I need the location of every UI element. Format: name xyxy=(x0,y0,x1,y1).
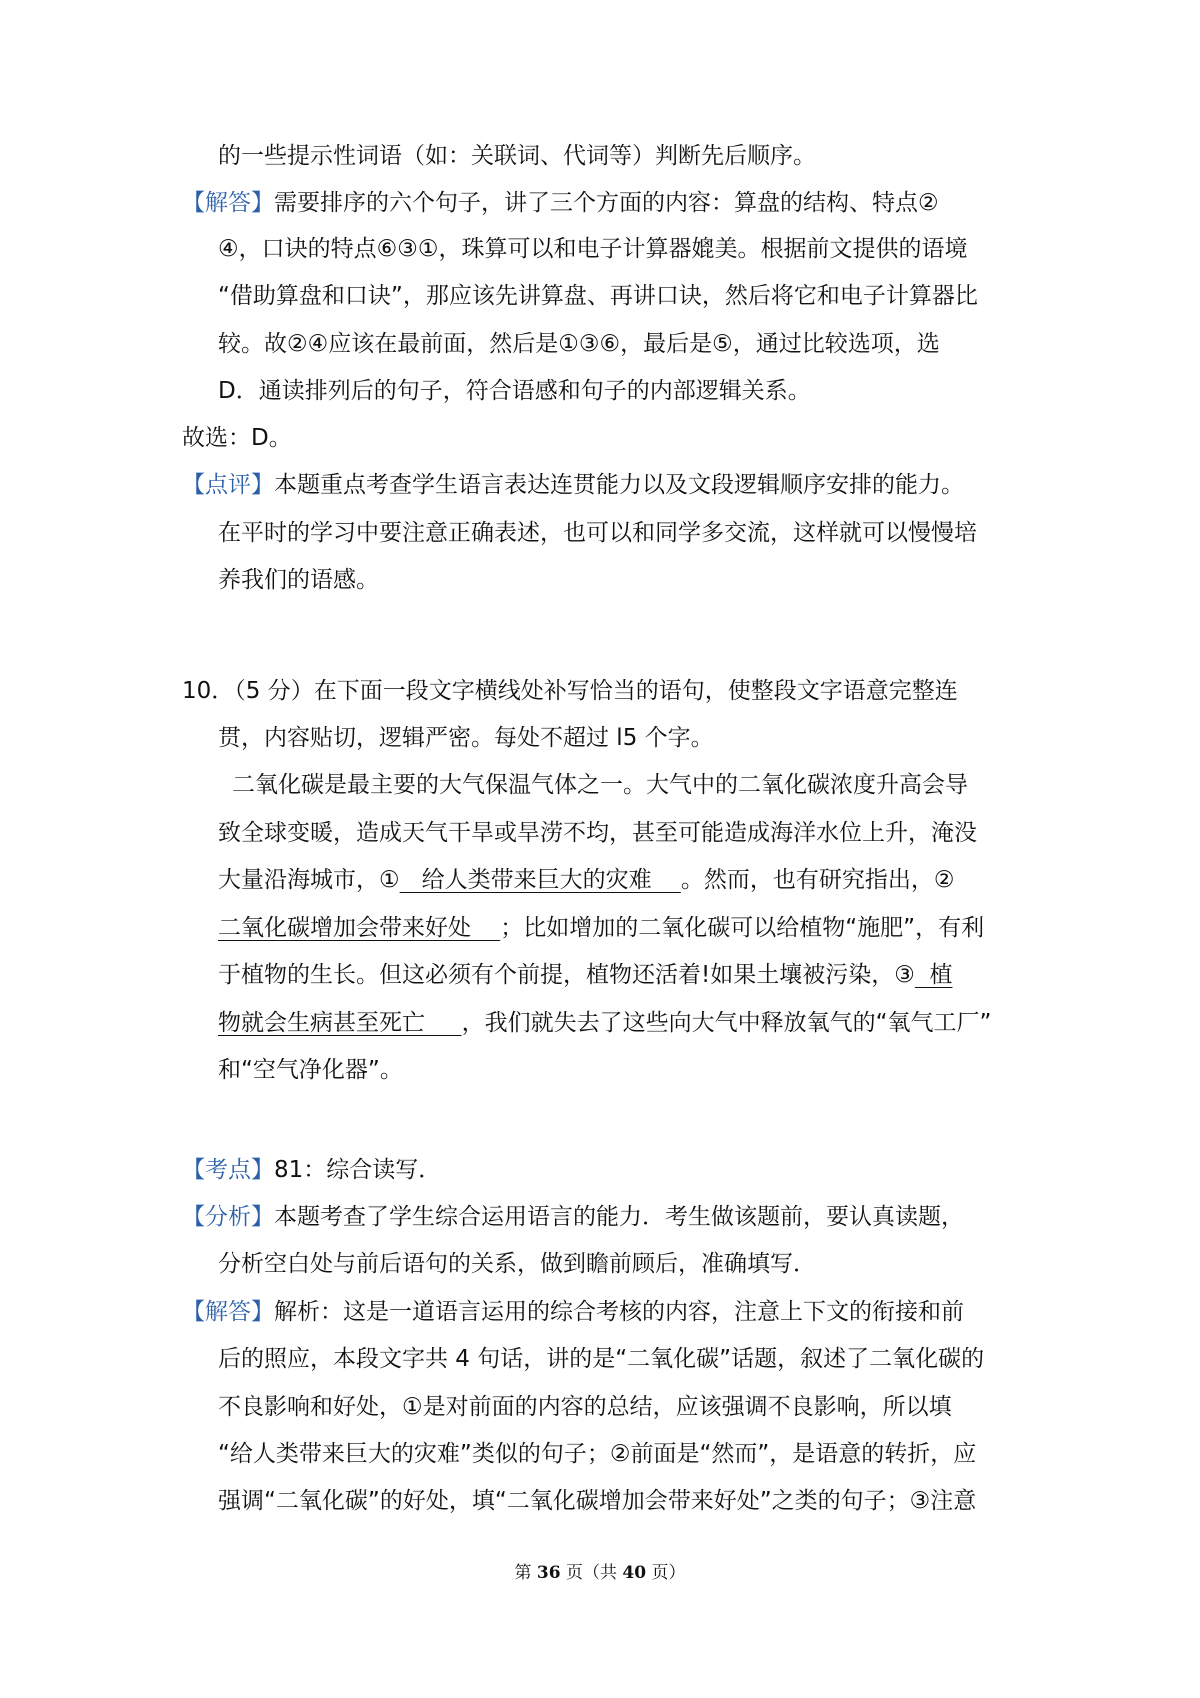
review-line: 养我们的语感。 xyxy=(218,567,379,593)
point-text: 81：综合读写． xyxy=(274,1157,442,1183)
analysis-line xyxy=(182,1202,964,1232)
analysis-text: 本题考查了学生综合运用语言的能力．考生做该题前，要认真读题， xyxy=(274,1204,964,1230)
passage-text: 。然而，也有研究指出，② xyxy=(680,867,955,893)
passage-text: ；比如增加的二氧化碳可以给植物“施肥”，有利 xyxy=(500,915,985,941)
question-stem xyxy=(182,676,958,706)
stem-text: （5 分）在下面一段文字横线处补写恰当的语句，使整段文字语意完整连 xyxy=(234,678,958,704)
passage-line xyxy=(218,1008,991,1038)
passage-line: 和“空气净化器”。 xyxy=(218,1057,403,1083)
answer-line xyxy=(182,188,939,218)
answer-line: ④，口诀的特点⑥③①，珠算可以和电子计算器媲美。根据前文提供的语境 xyxy=(218,236,968,262)
passage-line: 二氧化碳是最主要的大气保温气体之一。大气中的二氧化碳浓度升高会导 xyxy=(232,772,968,798)
solution-tag: 【解答】 xyxy=(182,1299,274,1325)
tip-line: 的一些提示性词语（如：关联词、代词等）判断先后顺序。 xyxy=(218,143,816,169)
review-tag: 【点评】 xyxy=(182,472,274,498)
review-line xyxy=(182,470,964,500)
solution-line xyxy=(182,1297,964,1327)
solution-line: 后的照应，本段文字共 4 句话，讲的是“二氧化碳”话题，叙述了二氧化碳的 xyxy=(218,1346,985,1372)
passage-line xyxy=(218,865,954,895)
choice-line: 故选：D。 xyxy=(182,425,292,451)
footer-mid: 页（共 xyxy=(560,1563,623,1583)
question-number: 10． xyxy=(182,678,235,704)
passage-line xyxy=(218,960,952,990)
passage-line xyxy=(218,913,984,943)
blank-3-start xyxy=(915,962,953,988)
passage-text: 于植物的生长。但这必须有个前提，植物还活着!如果土壤被污染，③ xyxy=(218,962,915,988)
solution-line: “给人类带来巨大的灾难”类似的句子；②前面是“然而”，是语意的转折，应 xyxy=(218,1441,977,1467)
point-line xyxy=(182,1155,441,1185)
stem-line: 贯，内容贴切，逻辑严密。每处不超过 l5 个字。 xyxy=(218,725,714,751)
answer-line: “借助算盘和口诀”，那应该先讲算盘、再讲口诀，然后将它和电子计算器比 xyxy=(218,283,978,309)
page-number: 36 xyxy=(536,1563,561,1583)
footer-suffix: 页） xyxy=(646,1563,686,1583)
solution-line: 强调“二氧化碳”的好处，填“二氧化碳增加会带来好处”之类的句子；③注意 xyxy=(218,1488,977,1514)
answer-line: 较。故②④应该在最前面，然后是①③⑥，最后是⑤，通过比较选项，选 xyxy=(218,331,940,357)
solution-line: 不良影响和好处，①是对前面的内容的总结，应该强调不良影响，所以填 xyxy=(218,1394,952,1420)
passage-line: 致全球变暖，造成天气干旱或旱涝不均，甚至可能造成海洋水位上升，淹没 xyxy=(218,820,977,846)
answer-text: 需要排序的六个句子，讲了三个方面的内容：算盘的结构、特点② xyxy=(274,190,939,216)
analysis-tag: 【分析】 xyxy=(182,1204,274,1230)
answer-tag: 【解答】 xyxy=(182,190,274,216)
review-line: 在平时的学习中要注意正确表述，也可以和同学多交流，这样就可以慢慢培 xyxy=(218,520,977,546)
analysis-line: 分析空白处与前后语句的关系，做到瞻前顾后，准确填写． xyxy=(218,1251,816,1277)
point-tag: 【考点】 xyxy=(182,1157,274,1183)
review-text: 本题重点考查学生语言表达连贯能力以及文段逻辑顺序安排的能力。 xyxy=(274,472,964,498)
blank-3-text: 植 xyxy=(929,962,953,988)
solution-text: 解析：这是一道语言运用的综合考核的内容，注意上下文的衔接和前 xyxy=(274,1299,964,1325)
answer-line: D．通读排列后的句子，符合语感和句子的内部逻辑关系。 xyxy=(218,378,811,404)
page-total: 40 xyxy=(622,1563,647,1583)
footer-prefix: 第 xyxy=(514,1563,537,1583)
blank-2-text: 二氧化碳增加会带来好处 xyxy=(218,915,471,941)
blank-1-text: 给人类带来巨大的灾难 xyxy=(421,867,652,893)
blank-3-end xyxy=(218,1010,462,1036)
blank-1 xyxy=(400,867,681,893)
blank-3-text: 物就会生病甚至死亡 xyxy=(218,1010,425,1036)
page-footer xyxy=(0,1558,1200,1583)
blank-2 xyxy=(218,915,500,941)
passage-text: 大量沿海城市，① xyxy=(218,867,400,893)
passage-text: ，我们就失去了这些向大气中释放氧气的“氧气工厂” xyxy=(461,1010,992,1036)
